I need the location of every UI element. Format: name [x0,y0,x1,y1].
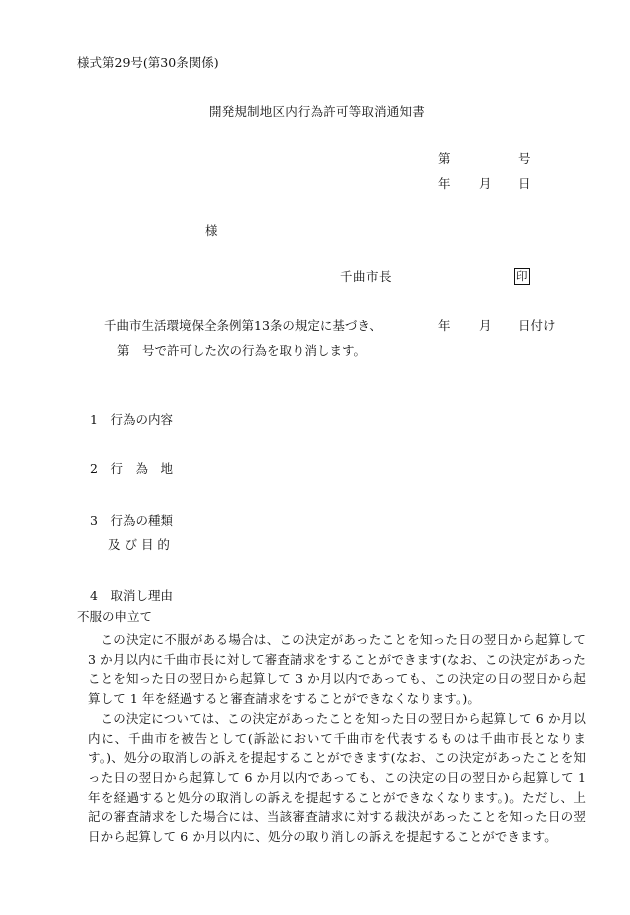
appeal-paragraph-2: この決定については、この決定があったことを知った日の翌日から起算して 6 か月以内に、千曲市を被告として(訴訟において千曲市を代表するものは千曲市長となります。)、処分の取消しの訴えを提起することができます(なお、この決定があったことを知った日の翌日から起算して 6 か月以内であっても、この決定の日の翌日から起算して 1 年を経過すると処分の取消しの訴えを提起することができなくなります。)。ただし、上記の審査請求をした場合には、当該審査請求に対する裁決があったことを知った日の翌日から起算して 6 か月以内に、処分の取り消しの訴えを提起することができます。 [88,710,586,845]
date-year: 年 [438,176,451,191]
item-content: 1 行為の内容 [90,412,173,427]
addressee-honorific: 様 [205,223,218,238]
seal-mark: 印 [516,269,528,283]
appeal-section [88,630,586,847]
body-line-2: 第 号で許可した次の行為を取り消します。 [117,343,367,358]
item-revocation-reason: 4 取消し理由 [90,588,173,603]
appeal-paragraph-1: この決定に不服がある場合は、この決定があったことを知った日の翌日から起算して 3 か月以内に千曲市長に対して審査請求をすることができます(なお、この決定があったことを知った日の翌日から起算して 3 か月以内であっても、この決定の日の翌日から起算して 1 年を経過すると審査請求をすることができなくなります。)。 [88,632,586,707]
item-purpose: 及 び 目 的 [108,537,170,552]
appeal-heading: 不服の申立て [77,609,153,624]
document-title: 開発規制地区内行為許可等取消通知書 [209,104,425,119]
date-month: 月 [479,176,492,191]
body-month: 月 [479,318,492,333]
date-day: 日 [518,176,531,191]
form-number: 様式第29号(第30条関係) [77,55,219,70]
body-line-1: 千曲市生活環境保全条例第13条の規定に基づき、 [104,318,382,333]
body-year: 年 [438,318,451,333]
issuer-name: 千曲市長 [340,269,393,284]
number-prefix: 第 [438,151,451,166]
body-date-suffix: 日付け [518,318,556,333]
item-type: 3 行為の種類 [90,513,173,528]
number-suffix: 号 [518,151,531,166]
item-location: 2 行 為 地 [90,461,173,476]
